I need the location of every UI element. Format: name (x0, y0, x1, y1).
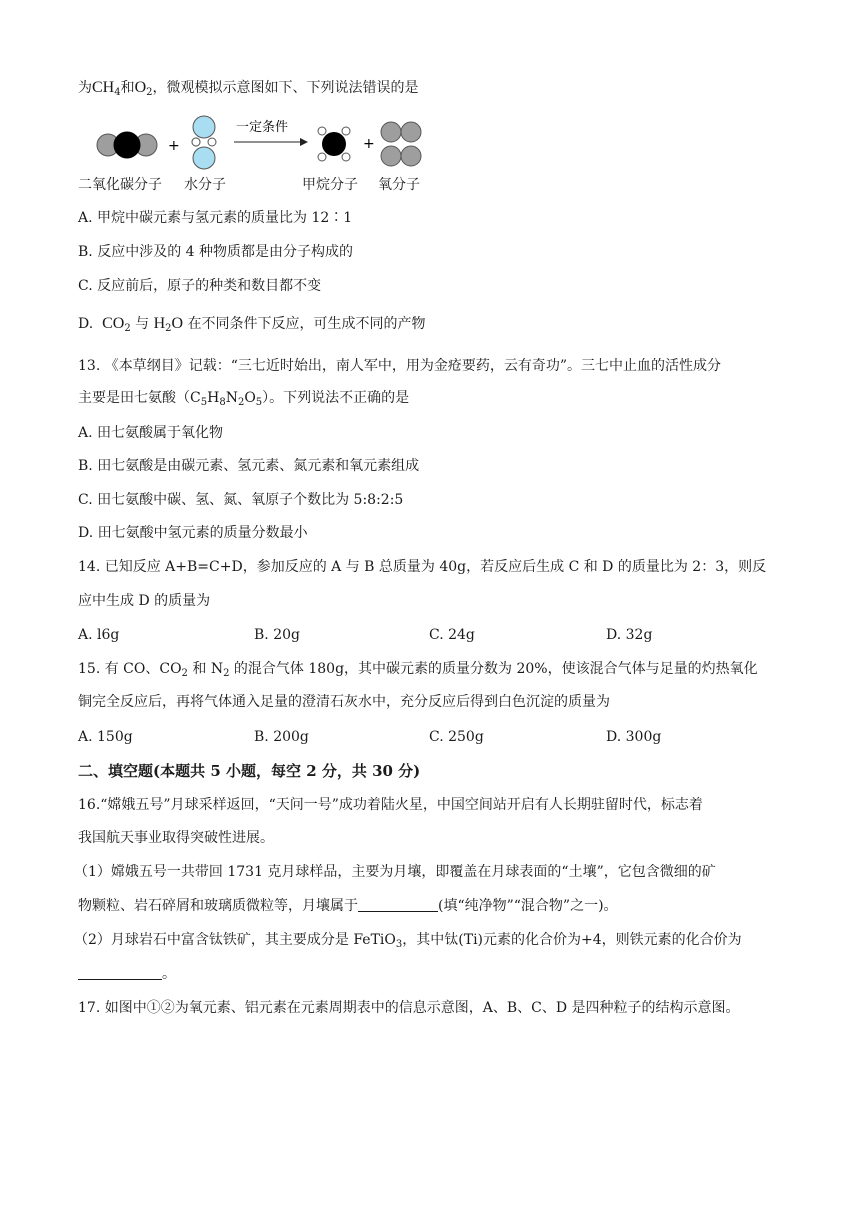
q15-option-b: B. 200g (254, 729, 309, 745)
label-co2: 二氧化碳分子 (78, 177, 162, 193)
q13-line1: 13. 《本草纲目》记载：“三七近时始出，南人军中，用为金疮要药，云有奇功”。三七中止血的活性成分 (78, 358, 722, 374)
label-water: 水分子 (184, 177, 226, 193)
q16-part1-line1: （1）嫦娥五号一共带回 1731 克月球样品，主要为月壤，即覆盖在月球表面的“土壤”，它包含微细的矿 (74, 864, 716, 880)
answer-blank-2[interactable] (78, 965, 162, 980)
plus-sign-2: + (363, 136, 375, 152)
q12-option-c: C. 反应前后，原子的种类和数目都不变 (78, 278, 322, 294)
q14-line2: 应中生成 D 的质量为 (78, 593, 211, 609)
q14-option-d: D. 32g (606, 627, 653, 643)
methane-molecule-icon (318, 127, 350, 161)
q15-line1: 15. 有 CO、$CO_2$ 和 $N_2$ 的混合气体 180g，其中碳元素的质量分数为 20%，使该混合气体与足量的灼热氧化 (78, 661, 758, 679)
intro-line: 为$CH_4$和$O_2$，微观模拟示意图如下、下列说法错误的是 (78, 79, 419, 98)
q16-part2-line2: 。 (78, 964, 176, 984)
q14-option-c: C. 24g (429, 627, 475, 643)
q14-option-a: A. l6g (78, 627, 120, 643)
q15-option-c: C. 250g (429, 729, 484, 745)
section-title: 二、填空题(本题共 5 小题，每空 2 分，共 30 分) (78, 762, 421, 780)
q13-option-d: D. 田七氨酸中氢元素的质量分数最小 (78, 525, 308, 541)
molecule-svg (78, 112, 438, 174)
q12-option-a: A. 甲烷中碳元素与氢元素的质量比为 12∶1 (78, 210, 353, 226)
q13-line2: 主要是田七氨酸$(C_5H_8N_2O_5)$。下列说法不正确的是 (78, 390, 410, 408)
q15-line2: 铜完全反应后，再将气体通入足量的澄清石灰水中，充分反应后得到白色沉淀的质量为 (78, 694, 610, 710)
q13-option-a: A. 田七氨酸属于氧化物 (78, 425, 224, 441)
reaction-diagram (78, 112, 438, 193)
q14-options (78, 625, 798, 645)
answer-blank-1[interactable] (358, 897, 438, 912)
label-methane: 甲烷分子 (302, 177, 358, 193)
q16-part1-line2: 物颗粒、岩石碎屑和玻璃质微粒等，月壤属于 (填“纯净物”“混合物”之一)。 (78, 898, 618, 914)
arrow-head-icon (300, 138, 308, 146)
q12-option-b: B. 反应中涉及的 4 种物质都是由分子构成的 (78, 244, 353, 260)
q13-option-c: C. 田七氨酸中碳、氢、氮、氧原子个数比为 5:8:2:5 (78, 492, 404, 508)
condition-label: 一定条件 (236, 120, 289, 135)
q13-option-b: B. 田七氨酸是由碳元素、氢元素、氮元素和氧元素组成 (78, 458, 420, 474)
q15-options (78, 727, 798, 747)
q14-option-b: B. 20g (254, 627, 300, 643)
q17-line1: 17. 如图中①②为氧元素、铝元素在元素周期表中的信息示意图，A、B、C、D 是四种粒子的结构示意图。 (78, 1000, 740, 1016)
water-molecule-icon (192, 116, 216, 169)
q12-option-d: D. $CO_2$ 与 $H_2O$ 在不同条件下反应，可生成不同的产物 (78, 315, 426, 334)
q15-option-d: D. 300g (606, 729, 662, 745)
oxygen-molecule-icon (381, 122, 421, 166)
q16-line2: 我国航天事业取得突破性进展。 (78, 830, 274, 846)
q16-line1: 16.“嫦娥五号”月球采样返回，“天问一号”成功着陆火星，中国空间站开启有人长期驻留时代，标志着 (78, 797, 703, 813)
co2-molecule-icon (97, 132, 157, 158)
label-oxygen: 氧分子 (378, 177, 420, 193)
q14-line1: 14. 已知反应 A+B=C+D，参加反应的 A 与 B 总质量为 40g，若反应后生成 C 和 D 的质量比为 2：3，则反 (78, 559, 767, 575)
plus-sign-1: + (168, 138, 180, 154)
q16-part2-line1: （2）月球岩石中富含钛铁矿，其主要成分是 FeTiO$_3$，其中钛(Ti)元素的化合价为+4，则铁元素的化合价为 (74, 932, 742, 950)
q15-option-a: A. 150g (78, 729, 133, 745)
